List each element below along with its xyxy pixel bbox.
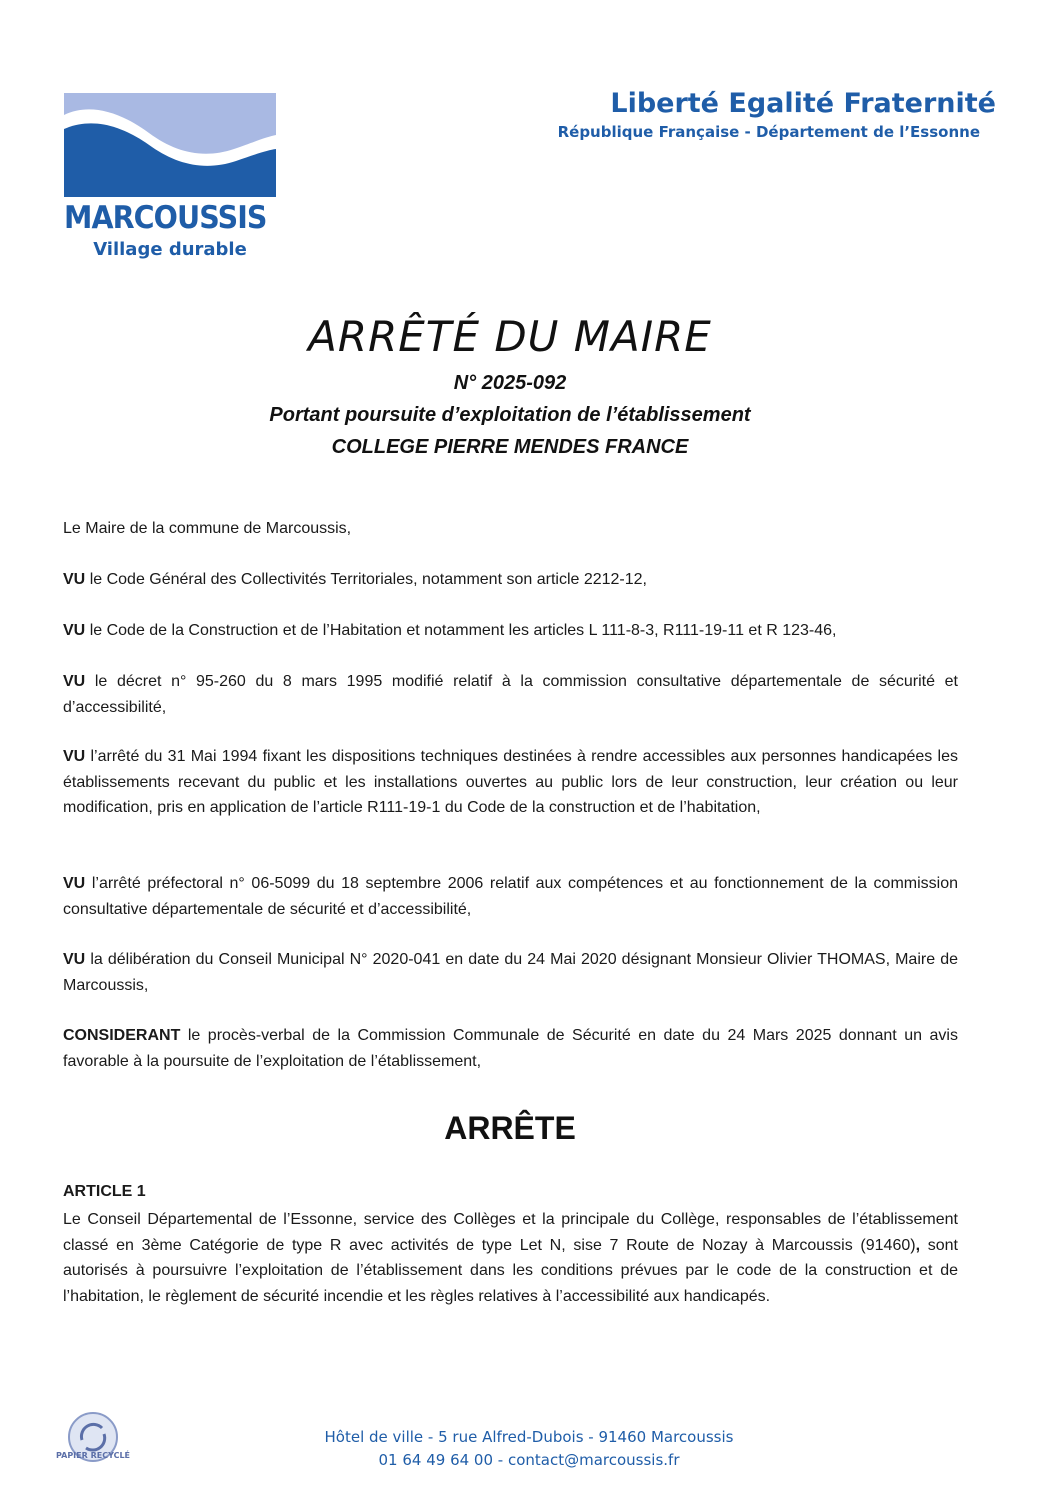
visa-paragraph — [63, 871, 958, 922]
logo-town-name: MARCOUSSIS — [64, 200, 267, 236]
vu-keyword: VU — [63, 673, 86, 690]
visa-paragraph — [63, 618, 958, 644]
article-1-text-part: sont autorisés à poursuivre l’exploitation de l’établissement dans les conditions prévues par le code de la construction et de l’habitation, le règlement de sécurité incendie et les règles relatives à l’accessibilité aux handicapés. — [63, 1236, 958, 1305]
preamble-paragraph: Le Maire de la commune de Marcoussis, — [63, 520, 352, 537]
considerant-paragraph — [63, 1023, 958, 1074]
vu-keyword: VU — [63, 875, 86, 892]
motto-subtext: République Française - Département de l’Essonne — [557, 123, 980, 141]
visa-paragraph — [63, 567, 958, 593]
decision-heading: ARRÊTE — [444, 1110, 576, 1146]
vu-keyword: VU — [63, 622, 86, 639]
article-1-title: ARTICLE 1 — [63, 1183, 146, 1200]
considerant-text: le procès-verbal de la Commission Communale de Sécurité en date du 24 Mars 2025 donnant un avis favorable à la poursuite de l’exploitation de l’établissement, — [63, 1027, 958, 1070]
recycle-label: PAPIER RECYCLÉ — [55, 1451, 131, 1460]
logo-tagline: Village durable — [93, 239, 247, 260]
visa-paragraph — [63, 947, 958, 998]
decree-subject: Portant poursuite d’exploitation de l’établissement — [269, 404, 751, 426]
visa-text: le Code Général des Collectivités Territoriales, notamment son article 2212-12, — [89, 571, 647, 588]
visa-text: le Code de la Construction et de l’Habitation et notamment les articles L 111-8-3, R111-19-11 et R 123-46, — [89, 622, 837, 639]
footer-address: Hôtel de ville - 5 rue Alfred-Dubois - 91460 Marcoussis — [324, 1428, 734, 1446]
visa-text: l’arrêté préfectoral n° 06-5099 du 18 septembre 2006 relatif aux compétences et au fonctionnement de la commission consultative départementale de sécurité et d’accessibilité, — [63, 875, 959, 918]
visa-paragraph — [63, 669, 958, 720]
vu-keyword: VU — [63, 748, 86, 765]
article-1-comma: , — [915, 1236, 921, 1254]
vu-keyword: VU — [63, 571, 86, 588]
page-title: ARRÊTÉ DU MAIRE — [308, 312, 712, 361]
republic-motto — [558, 88, 996, 141]
vu-keyword: VU — [63, 951, 86, 968]
establishment-name: COLLEGE PIERRE MENDES FRANCE — [331, 436, 689, 458]
article-1-text-part: Le Conseil Départemental de l’Essonne, service des Collèges et la principale du Collège, responsables de l’établissement classé en 3ème Catégorie de type R avec activités de type Let N, sise 7 Route de Nozay à Marcoussis (91460) — [63, 1211, 958, 1254]
visa-text: le décret n° 95-260 du 8 mars 1995 modifié relatif à la commission consultative départementale de sécurité et d’accessibilité, — [63, 673, 958, 716]
decree-number: N° 2025-092 — [453, 372, 567, 394]
visa-paragraph — [63, 744, 958, 821]
marcoussis-logo — [64, 93, 276, 265]
wave-emblem-icon — [64, 93, 276, 197]
considerant-keyword: CONSIDERANT — [63, 1027, 181, 1044]
motto-text: Liberté Egalité Fraternité — [610, 88, 996, 119]
visa-text: la délibération du Conseil Municipal N° 2020-041 en date du 24 Mai 2020 désignant Monsieur Olivier THOMAS, Maire de Marcoussis, — [63, 951, 958, 994]
article-1-text — [63, 1207, 958, 1309]
visa-text: l’arrêté du 31 Mai 1994 fixant les dispositions techniques destinées à rendre accessibles aux personnes handicapées les établissements recevant du public et les installations ouvertes au public lors de leur construction, leur création ou leur modification, pris en application de l’article R111-19-1 du Code de la construction et de l’habitation, — [63, 748, 958, 816]
footer-contact: 01 64 49 64 00 - contact@marcoussis.fr — [378, 1451, 680, 1469]
